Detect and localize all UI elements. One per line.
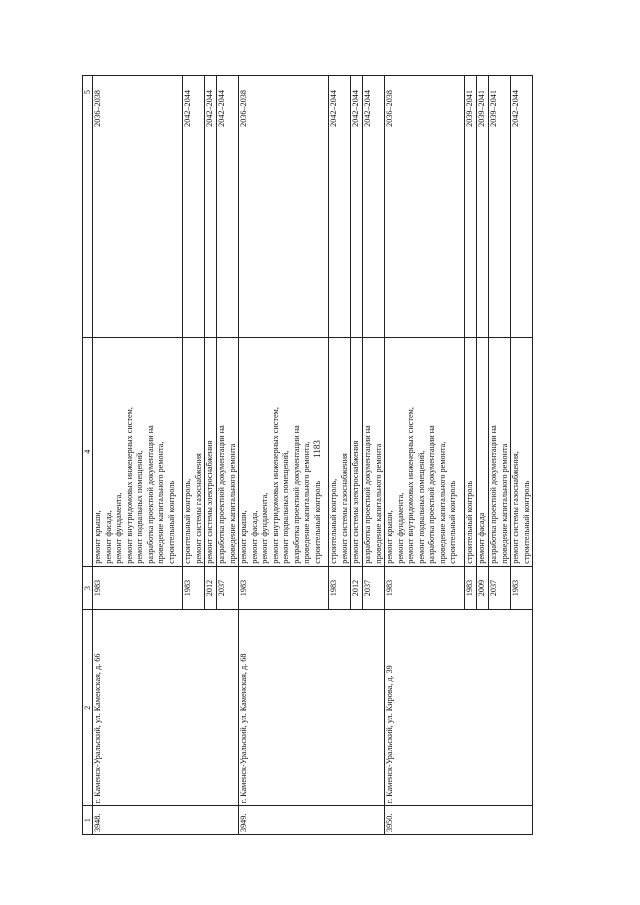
column-header-3: 3	[83, 566, 93, 610]
rotated-table-container	[82, 75, 582, 835]
work-line: ремонт фундамента,	[114, 492, 123, 564]
work-line: проведение капитального ремонта	[499, 443, 509, 564]
work-cell	[511, 337, 533, 566]
column-header-5: 5	[83, 76, 93, 338]
year-cell: 1983	[93, 566, 183, 610]
work-line: разработка проектной документации на	[291, 425, 301, 564]
year-cell: 2037	[363, 566, 385, 610]
period-cell: 2036–2038	[93, 76, 183, 338]
period-cell: 2042–2044	[217, 76, 239, 338]
work-cell	[477, 337, 489, 566]
period-cell: 2039–2041	[477, 76, 489, 338]
address-cell: г. Каменск-Уральский, ул. Кирова, д. 39	[385, 610, 533, 806]
work-line: проведение капитального ремонта,	[156, 441, 165, 564]
page-number: 1183	[311, 440, 322, 458]
year-cell: 2037	[217, 566, 239, 610]
work-line: разработка проектной документации на	[427, 425, 436, 564]
work-line: ремонт системы газоснабжения	[193, 453, 203, 564]
work-cell	[217, 337, 239, 566]
work-line: разработка проектной документации на	[363, 425, 372, 564]
work-line: разработка проектной документации на	[145, 425, 155, 564]
work-cell	[93, 337, 183, 566]
period-cell: 2042–2044	[363, 76, 385, 338]
period-cell: 2042–2044	[329, 76, 351, 338]
work-line: проведение капитального ремонта	[227, 443, 237, 564]
work-line: разработка проектной документации на	[217, 425, 226, 564]
work-line: ремонт крыши,	[239, 510, 248, 564]
work-line: строительный контроль	[166, 480, 176, 564]
work-line: ремонт системы газоснабжения,	[511, 451, 520, 564]
column-header-2: 2	[83, 610, 93, 806]
work-line: проведение капитального ремонта,	[437, 441, 447, 564]
year-cell: 1983	[183, 566, 205, 610]
work-line: ремонт системы газоснабжения	[339, 453, 349, 564]
work-line: разработка проектной документации на	[489, 425, 498, 564]
work-line: строительный контроль	[448, 480, 457, 564]
work-cell	[351, 337, 363, 566]
header-row	[83, 76, 93, 835]
work-line: ремонт подвальных помещений,	[135, 450, 144, 564]
period-cell: 2042–2044	[205, 76, 217, 338]
work-cell	[239, 337, 329, 566]
work-cell	[385, 337, 465, 566]
table-body	[93, 76, 533, 835]
work-line: ремонт фасада,	[103, 510, 113, 564]
work-line: строительный контроль	[312, 480, 322, 564]
work-line: ремонт подвальных помещений,	[416, 450, 426, 564]
row-number: 3949.	[239, 806, 385, 835]
work-cell	[465, 337, 477, 566]
row-number: 3948.	[93, 806, 239, 835]
year-cell: 1983	[511, 566, 533, 610]
work-line: ремонт фасада,	[249, 510, 259, 564]
year-cell: 1983	[385, 566, 465, 610]
period-cell: 2039–2041	[489, 76, 511, 338]
column-header-4: 4	[83, 337, 93, 566]
work-line: ремонт крыши,	[93, 510, 102, 564]
table-row	[93, 76, 183, 835]
period-cell: 2042–2044	[351, 76, 363, 338]
period-cell: 2042–2044	[183, 76, 205, 338]
address-cell: г. Каменск-Уральский, ул. Каменская, д. 68	[239, 610, 385, 806]
work-line: проведение капитального ремонта	[373, 443, 383, 564]
work-line: ремонт системы электроснабжения	[351, 440, 360, 564]
period-cell: 2036–2038	[239, 76, 329, 338]
work-line: ремонт внутридомовых инженерных систем,	[270, 407, 280, 564]
work-cell	[205, 337, 217, 566]
work-cell	[489, 337, 511, 566]
work-line: строительный контроль	[465, 480, 474, 564]
work-cell	[329, 337, 351, 566]
column-header-1: 1	[83, 806, 93, 835]
period-cell: 2039–2041	[465, 76, 477, 338]
year-cell: 1983	[465, 566, 477, 610]
work-line: ремонт внутридомовых инженерных систем,	[124, 407, 134, 564]
work-line: ремонт фундамента,	[395, 492, 405, 564]
year-cell: 2012	[205, 566, 217, 610]
work-line: ремонт крыши,	[385, 510, 394, 564]
year-cell: 1983	[329, 566, 351, 610]
row-number: 3950.	[385, 806, 533, 835]
year-cell: 2009	[477, 566, 489, 610]
work-line: ремонт подвальных помещений,	[281, 450, 290, 564]
year-cell: 1983	[239, 566, 329, 610]
period-cell: 2036–2038	[385, 76, 465, 338]
year-cell: 2037	[489, 566, 511, 610]
work-line: ремонт фундамента,	[260, 492, 269, 564]
work-line: проведение капитального ремонта,	[302, 441, 311, 564]
address-cell: г. Каменск-Уральский, ул. Каменская, д. 66	[93, 610, 239, 806]
period-cell: 2042–2044	[511, 76, 533, 338]
work-line: строительный контроль	[521, 480, 531, 564]
work-line: строительный контроль,	[183, 478, 192, 564]
work-line: ремонт фасада	[477, 512, 486, 564]
table-row	[239, 76, 329, 835]
work-line: ремонт системы электроснабжения	[205, 440, 214, 564]
table-row	[385, 76, 465, 835]
work-line: строительный контроль,	[329, 478, 338, 564]
work-cell	[183, 337, 205, 566]
capital-repair-table	[82, 75, 533, 835]
work-line: ремонт внутридомовых инженерных систем,	[406, 407, 415, 564]
work-cell	[363, 337, 385, 566]
year-cell: 2012	[351, 566, 363, 610]
